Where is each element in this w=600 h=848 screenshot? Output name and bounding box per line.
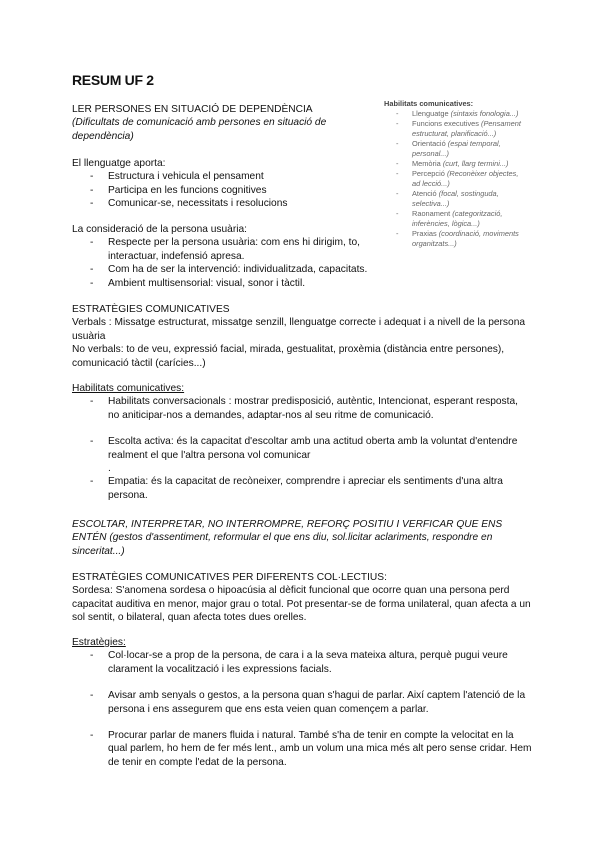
estrategies-sordesa-block	[72, 636, 532, 769]
sidebar-note	[384, 99, 524, 249]
sidebar-item: - Percepció (Reconèixer objectes, ad lecció...)	[384, 169, 524, 189]
collectius-heading: ESTRATÈGIES COMUNICATIVES PER DIFERENTS COL·LECTIUS:	[72, 572, 387, 583]
consideracio-block	[72, 223, 382, 290]
sidebar-item: - Memòria (curt, llarg termini...)	[384, 159, 524, 169]
section-heading	[72, 103, 372, 143]
consideracio-list	[72, 236, 382, 290]
list-item: - Respecte per la persona usuària: com ens hi dirigim, to, interactuar, indefensió apresa.	[72, 236, 382, 263]
list-item: - Habilitats conversacionals : mostrar predisposició, autèntic, Intencionat, esperant resposta, no aniticipar-nos a demandes, adaptar-nos al seu ritme de comunicació.	[72, 395, 532, 422]
escoltar-block	[72, 518, 532, 558]
document-title: RESUM UF 2	[72, 72, 154, 88]
list-item: - Escolta activa: és la capacitat d'escoltar amb una actitud oberta amb la voluntat d'entendre realment el que l'altra persona vol comunicar	[72, 435, 532, 462]
section-subtitle: (Dificultats de comunicació amb persones en situació de dependència)	[72, 117, 327, 142]
habilitats-list-cont	[72, 475, 532, 502]
list-item: - Estructura i vehicula el pensament	[72, 170, 372, 183]
verbals-text: Verbals : Missatge estructurat, missatge senzill, llenguatge correcte i adequat i a nivell de la persona usuària	[72, 317, 526, 342]
list-item: - Avisar amb senyals o gestos, a la persona quan s'hagui de parlar. Així captem l'atenció de la persona i ens assegurem que ens esta veien quan començem a parlar.	[72, 689, 532, 716]
habilitats-block	[72, 382, 532, 502]
habilitats-list	[72, 395, 532, 462]
llenguatge-list	[72, 170, 372, 210]
list-item: - Ambient multisensorial: visual, sonor i tàctil.	[72, 277, 382, 290]
stray-dot: .	[108, 463, 111, 475]
sidebar-item: - Llenguatge (sintaxis fonologia...)	[384, 109, 524, 119]
sidebar-item: - Funcions executives (Pensament estructurat, planificació...)	[384, 119, 524, 139]
sidebar-list	[384, 109, 524, 249]
sidebar-item: - Raonament (categorització, inferències, lògica...)	[384, 209, 524, 229]
escoltar-caps: ESCOLTAR, INTERPRETAR, NO INTERROMPRE, REFORÇ POSITIU I VERFICAR QUE ENS ENTÉN	[72, 519, 503, 544]
list-item: - Col·locar-se a prop de la persona, de cara i a la seva mateixa altura, perquè pugui veure clarament la vocalització i les expressions facials.	[72, 649, 532, 676]
llenguatge-block	[72, 157, 372, 211]
sidebar-item: - Orientació (espai temporal, personal...)	[384, 139, 524, 159]
escoltar-detail: (gestos d'assentiment, reformular el que ens diu, sol.licitar aclariments, respondre en sinceritat...)	[72, 532, 493, 557]
sordesa-text: Sordesa: S'anomena sordesa o hipoacúsia al dèficit funcional que ocorre quan una persona perd capacitat auditiva en menor, major grau o total. Pot presentar-se de forma unilateral, quan afecta a un sol sentit, o bilateral, quan afecta totes dues orelles.	[72, 585, 531, 624]
estrategies-sordesa-list	[72, 649, 532, 769]
consideracio-intro: La consideració de la persona usuària:	[72, 224, 247, 235]
list-item: - Procurar parlar de maners fluida i natural. També s'ha de tenir en compte la velocitat en la qual parlem, ho hem de fer més lent., amb un volum una mica més alt pero sense cridar. Hem de tenir en compte l'edat de la persona.	[72, 729, 532, 769]
list-item: - Empatia: és la capacitat de recòneixer, comprendre i apreciar els sentiments d'una altra persona.	[72, 475, 532, 502]
list-item: - Comunicar-se, necessitats i resolucions	[72, 197, 372, 210]
estrategies-block	[72, 303, 532, 370]
llenguatge-intro: El llenguatge aporta:	[72, 158, 166, 169]
list-item: - Participa en les funcions cognitives	[72, 184, 372, 197]
sidebar-heading: Habilitats comunicatives:	[384, 99, 474, 108]
sidebar-item: - Atenció (focal, sostinguda, selectiva...)	[384, 189, 524, 209]
sidebar-item: - Praxias (coordinació, moviments organitzats...)	[384, 229, 524, 249]
collectius-block	[72, 571, 532, 625]
section-title: LER PERSONES EN SITUACIÓ DE DEPENDÈNCIA	[72, 104, 313, 115]
estrategies-sordesa-heading: Estratègies:	[72, 637, 126, 648]
no-verbals-text: No verbals: to de veu, expressió facial, mirada, gestualitat, proxèmia (distància entre persones), comunicació tàctil (carícies...)	[72, 344, 505, 369]
habilitats-heading: Habilitats comunicatives:	[72, 383, 185, 394]
estrategies-heading: ESTRATÈGIES COMUNICATIVES	[72, 304, 230, 315]
list-item: - Com ha de ser la intervenció: individualitzada, capacitats.	[72, 263, 382, 276]
